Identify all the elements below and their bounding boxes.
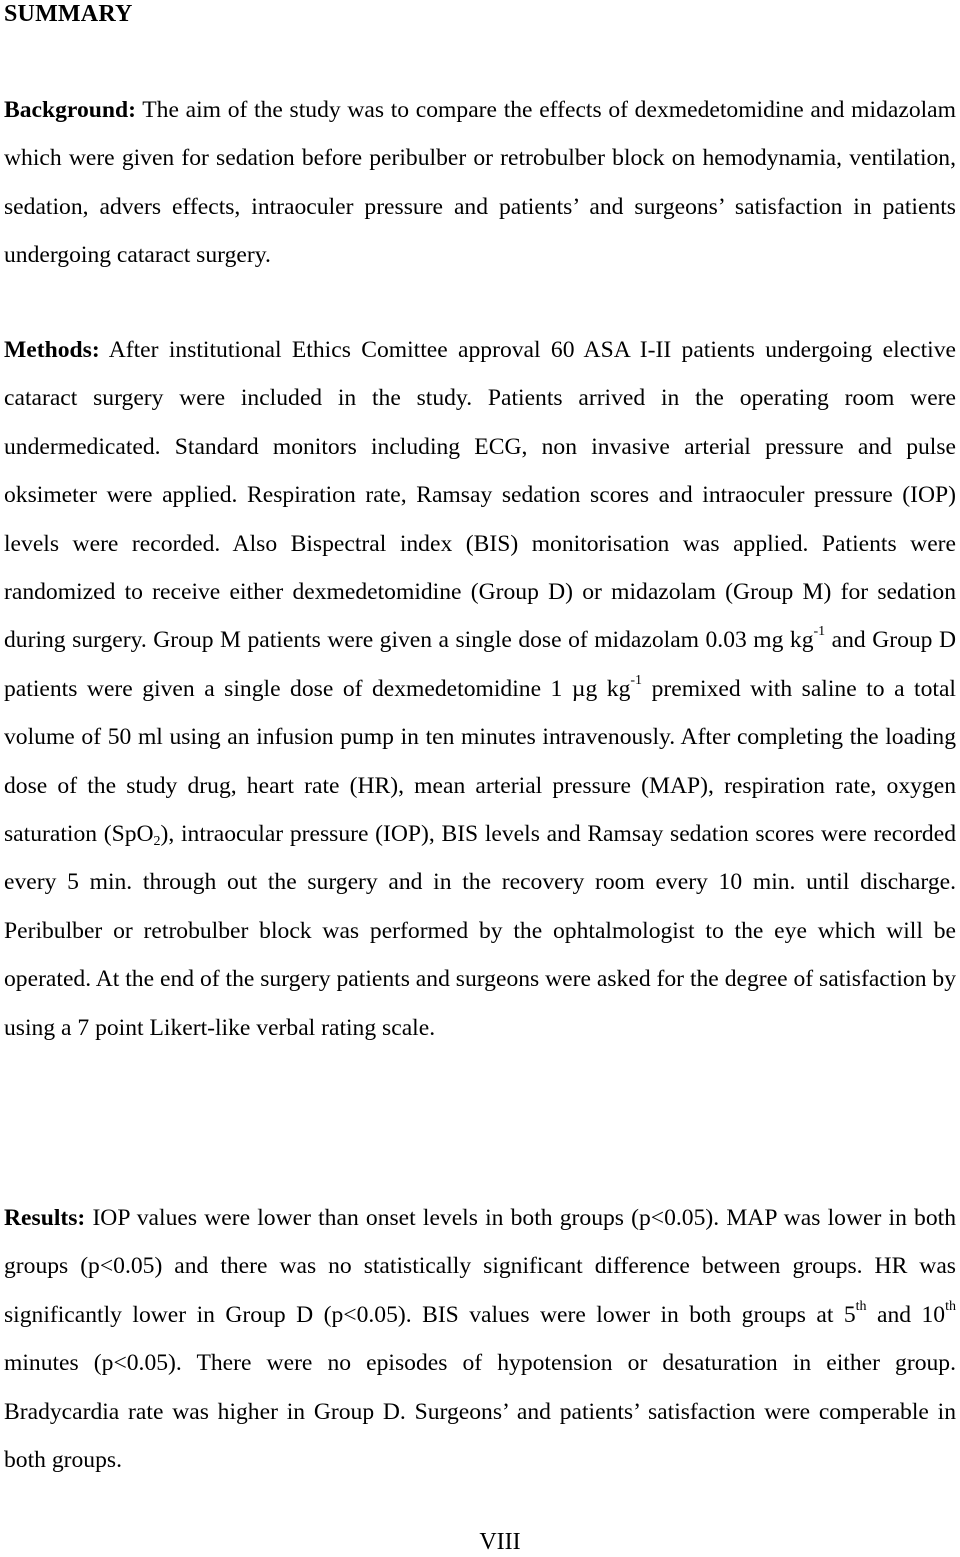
page-number: VIII bbox=[479, 1529, 521, 1555]
background-paragraph bbox=[4, 86, 956, 280]
methods-text-part-3: premixed with saline to a total volume of 50 ml using an infusion pump in ten minutes intravenously. After completing the loading dose of the study drug, heart rate (HR), mean arterial pressure (MAP), respiration rate, oxygen saturation (SpO bbox=[4, 675, 956, 848]
methods-label: Methods: bbox=[4, 337, 100, 363]
results-superscript-1: th bbox=[855, 1298, 867, 1314]
methods-text-part-2: and Group D patients were given a single dose of dexmedetomidine 1 µg kg bbox=[4, 627, 956, 702]
results-text-part-2: and 10 bbox=[866, 1301, 946, 1328]
results-superscript-2: th bbox=[945, 1298, 956, 1314]
results-text-part-3: minutes (p<0.05). There were no episodes of hypotension or desaturation in either group. Bradycardia rate was higher in Group D. Surgeons’ and patients’ satisfaction were comperable in both groups. bbox=[4, 1350, 956, 1474]
methods-superscript-1: -1 bbox=[813, 624, 826, 640]
background-text: The aim of the study was to compare the effects of dexmedetomidine and midazolam which were given for sedation before peribulber or retrobulber block on hemodynamia, ventilation, sedation, advers effects, intraoculer pressure and patients’ and surgeons’ satisfaction in patients undergoing cataract surgery. bbox=[4, 97, 956, 269]
results-label: Results: bbox=[4, 1205, 86, 1231]
results-text-part-1: IOP values were lower than onset levels in both groups (p<0.05). MAP was lower in both groups (p<0.05) and there was no statistically significant difference between groups. HR was significantly lower in Group D (p<0.05). BIS values were lower in both groups at 5 bbox=[4, 1205, 956, 1328]
results-paragraph bbox=[4, 1194, 956, 1484]
methods-subscript-1: 2 bbox=[153, 834, 161, 850]
methods-text-part-4: ), intraocular pressure (IOP), BIS levels and Ramsay sedation scores were recorded every 5 min. through out the surgery and in the recovery room every 10 min. until discharge. Peribulber or retrobulber block was performed by the ophtalmologist to the eye which will be operated. At the end of the surgery patients and surgeons were asked for the degree of satisfaction by using a 7 point Likert-like verbal rating scale. bbox=[4, 821, 956, 1041]
summary-heading: SUMMARY bbox=[4, 1, 133, 27]
methods-text-part-1: After institutional Ethics Comittee approval 60 ASA I-II patients undergoing elective cataract surgery were included in the study. Patients arrived in the operating room were undermedicated. Standard monitors including ECG, non invasive arterial pressure and pulse oksimeter were applied. Respiration rate, Ramsay sedation scores and intraoculer pressure (IOP) levels were recorded. Also Bispectral index (BIS) monitorisation was applied. Patients were randomized to receive either dexmedetomidine (Group D) or midazolam (Group M) for sedation during surgery. Group M patients were given a single dose of midazolam 0.03 mg kg bbox=[4, 337, 956, 654]
methods-superscript-2: -1 bbox=[630, 672, 643, 688]
background-label: Background: bbox=[4, 97, 136, 123]
methods-paragraph bbox=[4, 326, 956, 1052]
